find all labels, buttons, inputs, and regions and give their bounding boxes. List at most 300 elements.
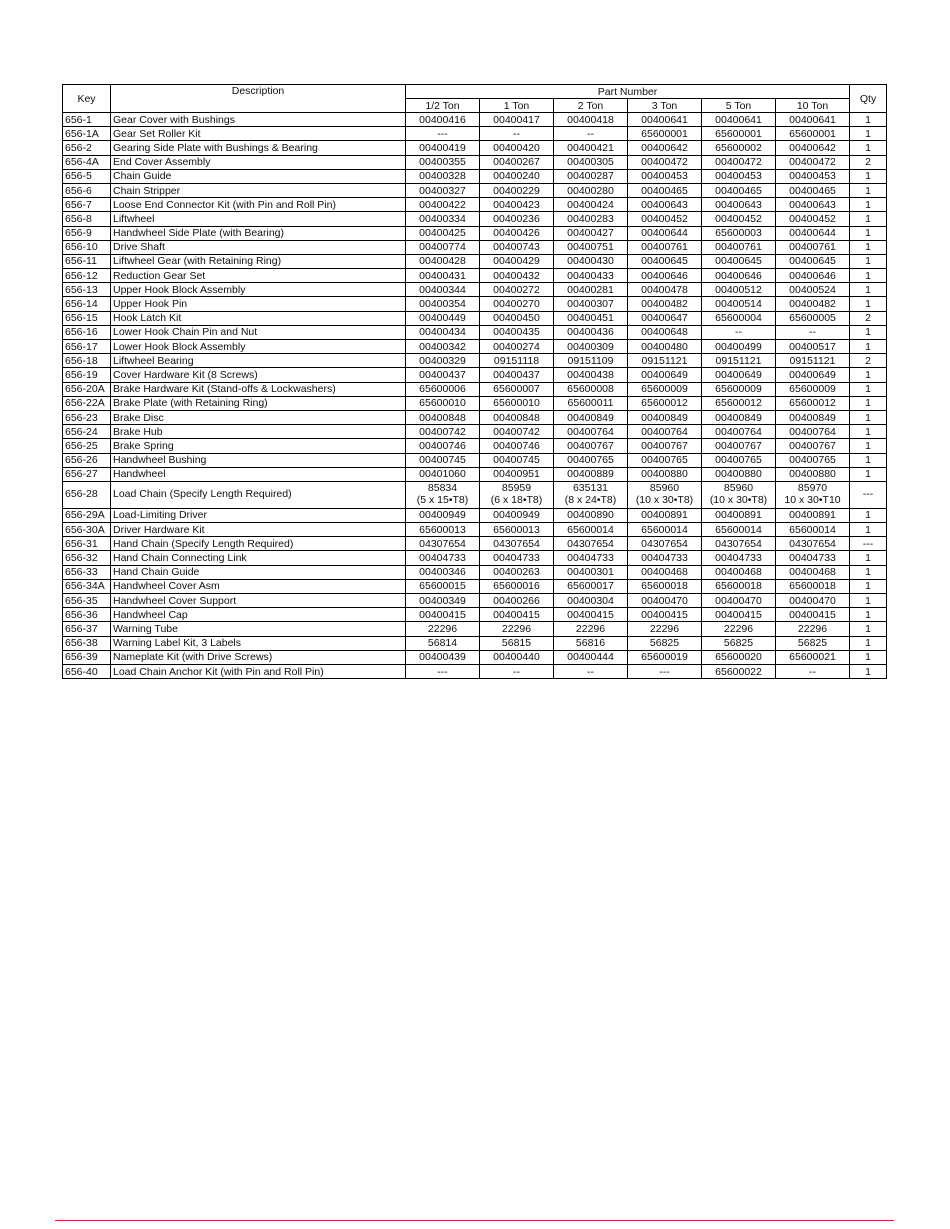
table-row <box>63 141 887 155</box>
description-cell: Handwheel <box>111 467 406 481</box>
part-number-cell: 65600022 <box>702 664 776 678</box>
part-number-cell: 22296 <box>554 622 628 636</box>
part-number-cell: 65600001 <box>628 127 702 141</box>
description-cell: Load Chain Anchor Kit (with Pin and Roll Pin) <box>111 664 406 678</box>
part-number-cell: 00400453 <box>702 169 776 183</box>
part-number-cell: 00400482 <box>776 297 850 311</box>
qty-cell: 1 <box>850 579 887 593</box>
description-cell: Gear Cover with Bushings <box>111 113 406 127</box>
part-number-cell: 00400440 <box>480 650 554 664</box>
part-number-cell: 00400468 <box>776 565 850 579</box>
qty-cell: 1 <box>850 410 887 424</box>
table-row <box>63 425 887 439</box>
key-cell: 656-35 <box>63 594 111 608</box>
key-cell: 656-38 <box>63 636 111 650</box>
key-cell: 656-32 <box>63 551 111 565</box>
qty-cell: 1 <box>850 141 887 155</box>
part-number-cell: 00400468 <box>628 565 702 579</box>
part-number-cell: 00400431 <box>406 269 480 283</box>
part-number-cell: 65600020 <box>702 650 776 664</box>
part-number-cell: 65600001 <box>776 127 850 141</box>
part-number-cell: 00400452 <box>702 212 776 226</box>
key-cell: 656-39 <box>63 650 111 664</box>
part-number-cell: 00400499 <box>702 340 776 354</box>
key-cell: 656-29A <box>63 508 111 522</box>
part-number-cell: 00400342 <box>406 340 480 354</box>
qty-cell: 1 <box>850 425 887 439</box>
description-cell: Liftwheel <box>111 212 406 226</box>
description-cell: Liftwheel Gear (with Retaining Ring) <box>111 254 406 268</box>
part-number-cell: 65600016 <box>480 579 554 593</box>
part-number-cell: 00400344 <box>406 283 480 297</box>
key-cell: 656-26 <box>63 453 111 467</box>
key-cell: 656-24 <box>63 425 111 439</box>
part-number-cell: 00400415 <box>628 608 702 622</box>
part-number-cell: 00400430 <box>554 254 628 268</box>
part-number-cell: 04307654 <box>702 537 776 551</box>
description-cell: Handwheel Cover Support <box>111 594 406 608</box>
qty-cell: 1 <box>850 439 887 453</box>
table-row <box>63 325 887 339</box>
description-cell: Hand Chain Guide <box>111 565 406 579</box>
part-number-line: 85970 <box>797 482 828 495</box>
description-cell: Handwheel Bushing <box>111 453 406 467</box>
part-number-cell: 65600013 <box>406 523 480 537</box>
qty-cell: 1 <box>850 127 887 141</box>
description-cell: Hand Chain (Specify Length Required) <box>111 537 406 551</box>
part-number-cell: 00400951 <box>480 467 554 481</box>
key-cell: 656-23 <box>63 410 111 424</box>
part-number-cell: 04307654 <box>628 537 702 551</box>
table-row <box>63 439 887 453</box>
part-number-cell: 00400267 <box>480 155 554 169</box>
part-number-cell: 00400470 <box>776 594 850 608</box>
key-cell: 656-13 <box>63 283 111 297</box>
part-number-cell: 00400764 <box>628 425 702 439</box>
key-cell: 656-1A <box>63 127 111 141</box>
part-number-cell: 00400645 <box>702 254 776 268</box>
part-number-cell: 00400767 <box>554 439 628 453</box>
table-row <box>63 579 887 593</box>
key-cell: 656-7 <box>63 198 111 212</box>
part-number-cell: 65600010 <box>480 396 554 410</box>
table-row <box>63 226 887 240</box>
key-cell: 656-1 <box>63 113 111 127</box>
part-number-cell: 00400305 <box>554 155 628 169</box>
part-number-cell: 65600021 <box>776 650 850 664</box>
qty-cell: 1 <box>850 283 887 297</box>
part-number-cell: 65600002 <box>702 141 776 155</box>
part-number-cell: 00400421 <box>554 141 628 155</box>
table-row <box>63 523 887 537</box>
part-number-cell: 00404733 <box>554 551 628 565</box>
part-number-cell: 00400645 <box>776 254 850 268</box>
qty-cell: 1 <box>850 169 887 183</box>
table-row <box>63 508 887 522</box>
part-number-cell: 00400429 <box>480 254 554 268</box>
qty-cell: --- <box>850 537 887 551</box>
key-cell: 656-33 <box>63 565 111 579</box>
part-number-cell: 00404733 <box>776 551 850 565</box>
part-number-line: 10 x 30•T10 <box>784 493 841 506</box>
part-number-cell: 00400646 <box>702 269 776 283</box>
part-number-cell: 04307654 <box>480 537 554 551</box>
table-row <box>63 467 887 481</box>
part-number-cell: 00400761 <box>702 240 776 254</box>
part-number-cell: 65600006 <box>406 382 480 396</box>
part-number-cell: -- <box>480 127 554 141</box>
qty-cell: 1 <box>850 368 887 382</box>
key-cell: 656-17 <box>63 340 111 354</box>
part-number-cell: 00400949 <box>406 508 480 522</box>
part-number-cell: 00400472 <box>702 155 776 169</box>
part-number-cell: 00400767 <box>628 439 702 453</box>
capacity-header: 10 Ton <box>776 99 850 113</box>
part-number-cell: 00400746 <box>480 439 554 453</box>
part-number-cell: 00400453 <box>628 169 702 183</box>
part-number-cell: 00400643 <box>776 198 850 212</box>
part-number-cell: 00400746 <box>406 439 480 453</box>
part-number-cell: 00400649 <box>776 368 850 382</box>
part-number-cell: 00400482 <box>628 297 702 311</box>
table-row <box>63 664 887 678</box>
key-cell: 656-8 <box>63 212 111 226</box>
part-number-cell: 00400423 <box>480 198 554 212</box>
description-cell: Gearing Side Plate with Bushings & Bearing <box>111 141 406 155</box>
table-row <box>63 382 887 396</box>
part-number-cell: 00400472 <box>628 155 702 169</box>
qty-header: Qty <box>850 85 887 113</box>
table-row <box>63 113 887 127</box>
part-number-cell: 00400346 <box>406 565 480 579</box>
table-body <box>63 113 887 679</box>
part-number-cell <box>628 481 702 508</box>
description-cell: Handwheel Cover Asm <box>111 579 406 593</box>
header-row-top <box>63 85 887 99</box>
part-number-cell: 00400334 <box>406 212 480 226</box>
part-number-cell: 00400767 <box>776 439 850 453</box>
description-cell: Driver Hardware Kit <box>111 523 406 537</box>
part-number-cell: 65600018 <box>702 579 776 593</box>
part-number-cell: 00400280 <box>554 183 628 197</box>
table-row <box>63 608 887 622</box>
part-number-cell: -- <box>554 664 628 678</box>
qty-cell: 1 <box>850 523 887 537</box>
part-number-cell: 65600005 <box>776 311 850 325</box>
key-cell: 656-15 <box>63 311 111 325</box>
description-cell: Warning Label Kit, 3 Labels <box>111 636 406 650</box>
qty-cell: 2 <box>850 354 887 368</box>
qty-cell: 1 <box>850 508 887 522</box>
part-number-line: (6 x 18•T8) <box>490 493 543 506</box>
key-cell: 656-34A <box>63 579 111 593</box>
part-number-cell: 65600014 <box>554 523 628 537</box>
qty-cell: 1 <box>850 198 887 212</box>
part-number-cell: 00400478 <box>628 283 702 297</box>
part-number-cell: 00400644 <box>776 226 850 240</box>
table-row <box>63 269 887 283</box>
qty-cell: 1 <box>850 650 887 664</box>
key-cell: 656-37 <box>63 622 111 636</box>
part-number-cell: 00400354 <box>406 297 480 311</box>
part-number-cell: 65600012 <box>702 396 776 410</box>
part-number-cell: 00400436 <box>554 325 628 339</box>
part-number-cell: 00400449 <box>406 311 480 325</box>
part-number-cell: 00400949 <box>480 508 554 522</box>
description-cell: Loose End Connector Kit (with Pin and Roll Pin) <box>111 198 406 212</box>
description-cell: Handwheel Side Plate (with Bearing) <box>111 226 406 240</box>
part-number-cell: 00404733 <box>406 551 480 565</box>
part-number-cell: 00400849 <box>554 410 628 424</box>
part-number-cell: 00400435 <box>480 325 554 339</box>
table-row <box>63 636 887 650</box>
part-number-cell: 65600018 <box>776 579 850 593</box>
part-number-cell: 00400270 <box>480 297 554 311</box>
part-number-cell: 00400437 <box>480 368 554 382</box>
description-header: Description <box>111 85 406 113</box>
key-cell: 656-27 <box>63 467 111 481</box>
part-number-cell: -- <box>702 325 776 339</box>
part-number-line: (8 x 24•T8) <box>564 493 617 506</box>
part-number-cell: 56825 <box>702 636 776 650</box>
part-number-cell: 04307654 <box>776 537 850 551</box>
part-number-cell: 00400880 <box>628 467 702 481</box>
qty-cell: 1 <box>850 254 887 268</box>
part-number-cell: 00400891 <box>776 508 850 522</box>
table-row <box>63 198 887 212</box>
part-number-cell: 00400649 <box>702 368 776 382</box>
part-number-cell: 00401060 <box>406 467 480 481</box>
part-number-cell: 00404733 <box>480 551 554 565</box>
table-row <box>63 169 887 183</box>
part-number-cell: 00400236 <box>480 212 554 226</box>
part-number-cell: 00400889 <box>554 467 628 481</box>
part-number-cell: 65600014 <box>702 523 776 537</box>
part-number-cell: 00400765 <box>702 453 776 467</box>
part-number-cell: --- <box>406 127 480 141</box>
part-number-cell: 00400328 <box>406 169 480 183</box>
table-row <box>63 183 887 197</box>
part-number-cell: 04307654 <box>554 537 628 551</box>
key-cell: 656-22A <box>63 396 111 410</box>
description-cell: Lower Hook Block Assembly <box>111 340 406 354</box>
part-number-cell: 00400524 <box>776 283 850 297</box>
key-cell: 656-20A <box>63 382 111 396</box>
part-number-cell: 65600014 <box>628 523 702 537</box>
part-number-cell: 00400641 <box>702 113 776 127</box>
part-number-cell: 00400745 <box>480 453 554 467</box>
part-number-cell: 09151121 <box>628 354 702 368</box>
key-cell: 656-36 <box>63 608 111 622</box>
part-number-cell: 65600015 <box>406 579 480 593</box>
part-number-cell: 65600011 <box>554 396 628 410</box>
description-cell: Gear Set Roller Kit <box>111 127 406 141</box>
part-number-cell: 00400434 <box>406 325 480 339</box>
capacity-header: 3 Ton <box>628 99 702 113</box>
description-cell: Brake Spring <box>111 439 406 453</box>
description-cell: Brake Hub <box>111 425 406 439</box>
key-cell: 656-28 <box>63 481 111 508</box>
qty-cell: 1 <box>850 212 887 226</box>
description-cell: Brake Hardware Kit (Stand-offs & Lockwashers) <box>111 382 406 396</box>
part-number-cell: 00400891 <box>702 508 776 522</box>
part-number-cell: 22296 <box>406 622 480 636</box>
table-row <box>63 410 887 424</box>
capacity-header: 1/2 Ton <box>406 99 480 113</box>
key-cell: 656-4A <box>63 155 111 169</box>
description-cell: Upper Hook Block Assembly <box>111 283 406 297</box>
part-number-cell: 00400514 <box>702 297 776 311</box>
part-number-cell: 65600010 <box>406 396 480 410</box>
part-number-cell: 00400765 <box>554 453 628 467</box>
part-number-cell: 00400415 <box>554 608 628 622</box>
part-number-cell: 00400452 <box>628 212 702 226</box>
part-number-cell: 00400240 <box>480 169 554 183</box>
table-row <box>63 481 887 508</box>
part-number-cell: 00400437 <box>406 368 480 382</box>
description-cell: Drive Shaft <box>111 240 406 254</box>
part-number-cell: 00400309 <box>554 340 628 354</box>
part-number-cell: 00400774 <box>406 240 480 254</box>
capacity-header: 2 Ton <box>554 99 628 113</box>
key-cell: 656-25 <box>63 439 111 453</box>
part-number-line: 635131 <box>572 482 609 495</box>
part-number-cell: 00404733 <box>628 551 702 565</box>
part-number-cell: 09151121 <box>702 354 776 368</box>
part-number-cell: 65600001 <box>702 127 776 141</box>
part-number-cell: 00400468 <box>702 565 776 579</box>
key-cell: 656-2 <box>63 141 111 155</box>
part-number-cell: 00400422 <box>406 198 480 212</box>
qty-cell: 1 <box>850 325 887 339</box>
part-number-cell: 00400427 <box>554 226 628 240</box>
description-cell: Upper Hook Pin <box>111 297 406 311</box>
key-cell: 656-19 <box>63 368 111 382</box>
part-number-cell: 00400641 <box>628 113 702 127</box>
description-cell: Load Chain (Specify Length Required) <box>111 481 406 508</box>
part-number-cell: 00400849 <box>628 410 702 424</box>
part-number-cell: 00400480 <box>628 340 702 354</box>
part-number-cell: 00400444 <box>554 650 628 664</box>
part-number-cell: 65600019 <box>628 650 702 664</box>
part-number-cell: 65600014 <box>776 523 850 537</box>
part-number-cell: 00400415 <box>702 608 776 622</box>
part-number-cell: -- <box>480 664 554 678</box>
part-number-cell: 00400349 <box>406 594 480 608</box>
table-row <box>63 565 887 579</box>
qty-cell: 1 <box>850 664 887 678</box>
qty-cell: 1 <box>850 551 887 565</box>
part-number-cell: 00400646 <box>776 269 850 283</box>
key-header: Key <box>63 85 111 113</box>
part-number-cell: 00400283 <box>554 212 628 226</box>
part-number-cell: 00400647 <box>628 311 702 325</box>
part-number-cell: 00400450 <box>480 311 554 325</box>
qty-cell: 1 <box>850 297 887 311</box>
part-number-cell: --- <box>406 664 480 678</box>
part-number-cell: 65600004 <box>702 311 776 325</box>
table-row <box>63 297 887 311</box>
part-number-cell: --- <box>628 664 702 678</box>
part-number-cell: 00400439 <box>406 650 480 664</box>
part-number-cell: 65600009 <box>702 382 776 396</box>
part-number-cell: 00400848 <box>480 410 554 424</box>
part-number-cell: 00400641 <box>776 113 850 127</box>
part-number-cell <box>702 481 776 508</box>
part-number-cell: 65600013 <box>480 523 554 537</box>
part-number-cell: 00400415 <box>406 608 480 622</box>
part-number-cell: 00400465 <box>628 183 702 197</box>
table-row <box>63 551 887 565</box>
part-number-cell: 00400419 <box>406 141 480 155</box>
table-row <box>63 537 887 551</box>
part-number-cell: 09151118 <box>480 354 554 368</box>
table-row <box>63 368 887 382</box>
description-cell: Load-Limiting Driver <box>111 508 406 522</box>
part-number-cell: 00400765 <box>776 453 850 467</box>
qty-cell: --- <box>850 481 887 508</box>
part-number-cell: 00400301 <box>554 565 628 579</box>
part-number-line: 85960 <box>723 482 754 495</box>
part-number-cell: 22296 <box>776 622 850 636</box>
qty-cell: 1 <box>850 269 887 283</box>
description-cell: Brake Plate (with Retaining Ring) <box>111 396 406 410</box>
part-number-cell: 00400272 <box>480 283 554 297</box>
description-cell: Nameplate Kit (with Drive Screws) <box>111 650 406 664</box>
description-cell: Lower Hook Chain Pin and Nut <box>111 325 406 339</box>
qty-cell: 1 <box>850 467 887 481</box>
part-number-cell: 00400266 <box>480 594 554 608</box>
table-row <box>63 240 887 254</box>
part-number-cell: 00400428 <box>406 254 480 268</box>
part-number-cell: 00400742 <box>480 425 554 439</box>
part-number-cell: 00400452 <box>776 212 850 226</box>
qty-cell: 1 <box>850 608 887 622</box>
part-number-cell: 00400646 <box>628 269 702 283</box>
part-number-cell: 00400329 <box>406 354 480 368</box>
description-cell: Chain Guide <box>111 169 406 183</box>
part-number-cell: 00400751 <box>554 240 628 254</box>
part-number-cell: -- <box>776 664 850 678</box>
part-number-cell: 65600018 <box>628 579 702 593</box>
part-number-cell: 00400645 <box>628 254 702 268</box>
part-number-cell: 00404733 <box>702 551 776 565</box>
description-cell: Warning Tube <box>111 622 406 636</box>
qty-cell: 1 <box>850 636 887 650</box>
part-number-cell: 22296 <box>702 622 776 636</box>
part-number-cell: 00400880 <box>702 467 776 481</box>
parts-table <box>62 84 887 679</box>
part-number-cell: 65600017 <box>554 579 628 593</box>
part-number-cell: 00400432 <box>480 269 554 283</box>
description-cell: Hand Chain Connecting Link <box>111 551 406 565</box>
table-row <box>63 340 887 354</box>
part-number-cell: 65600012 <box>628 396 702 410</box>
part-number-cell: 00400742 <box>406 425 480 439</box>
part-number-cell: 00400765 <box>628 453 702 467</box>
qty-cell: 2 <box>850 155 887 169</box>
key-cell: 656-18 <box>63 354 111 368</box>
table-row <box>63 254 887 268</box>
description-cell: Reduction Gear Set <box>111 269 406 283</box>
part-number-cell: 00400263 <box>480 565 554 579</box>
description-cell: End Cover Assembly <box>111 155 406 169</box>
qty-cell: 1 <box>850 453 887 467</box>
part-number-cell: 00400517 <box>776 340 850 354</box>
part-number-cell: 65600007 <box>480 382 554 396</box>
part-number-cell: 56816 <box>554 636 628 650</box>
qty-cell: 1 <box>850 240 887 254</box>
